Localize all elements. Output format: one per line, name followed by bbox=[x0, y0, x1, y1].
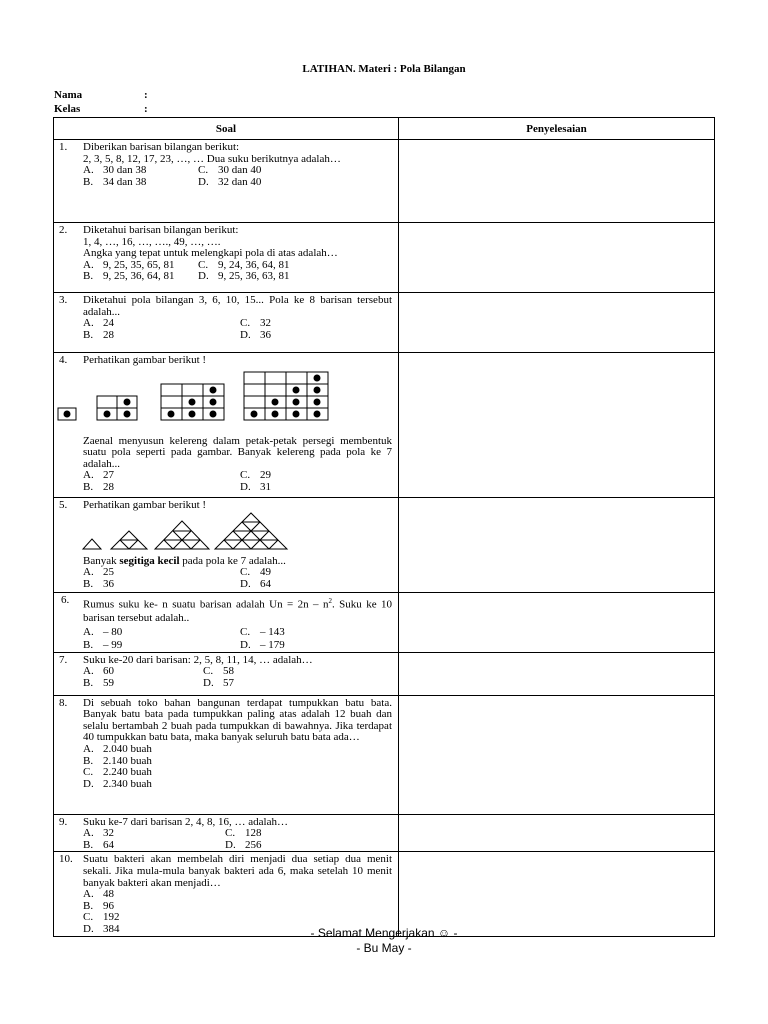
answer-options bbox=[83, 666, 392, 689]
option-a[interactable]: A. 30 dan 38 bbox=[83, 164, 147, 177]
marble-grid-figure bbox=[57, 368, 357, 422]
question-number: 3. bbox=[59, 294, 68, 306]
option-b[interactable]: B. 9, 25, 36, 64, 81 bbox=[83, 270, 175, 283]
option-b[interactable]: B. 36 bbox=[83, 577, 114, 590]
column-header-soal: Soal bbox=[54, 118, 399, 140]
question-7 bbox=[54, 653, 398, 690]
question-text: Diketahui pola bilangan 3, 6, 10, 15... Pola ke 8 barisan tersebut adalah... bbox=[83, 294, 392, 318]
question-table bbox=[53, 117, 715, 937]
option-d[interactable]: D. 2.340 buah bbox=[83, 777, 152, 790]
option-c[interactable]: C. 2.240 buah bbox=[83, 766, 152, 779]
question-row bbox=[54, 695, 715, 814]
option-c[interactable]: C. 30 dan 40 bbox=[198, 164, 262, 177]
option-c[interactable]: C. 58 bbox=[203, 665, 234, 678]
question-text: Perhatikan gambar berikut ! bbox=[83, 354, 207, 366]
question-8 bbox=[54, 696, 398, 791]
option-a[interactable]: A. 24 bbox=[83, 317, 114, 330]
option-d[interactable]: D. 57 bbox=[203, 676, 234, 689]
kelas-label: Kelas bbox=[54, 103, 81, 115]
option-b[interactable]: B. – 99 bbox=[83, 638, 123, 651]
option-b[interactable]: B. 34 dan 38 bbox=[83, 175, 147, 188]
option-d[interactable]: D. 256 bbox=[225, 838, 262, 851]
question-text: Banyak segitiga kecil pada pola ke 7 adalah... bbox=[83, 554, 286, 567]
answer-cell[interactable] bbox=[399, 293, 715, 353]
question-text: Zaenal menyusun kelereng dalam petak-petak persegi membentuk suatu pola seperti pada gambar. Banyak kelereng pada pola ke 7 adalah... bbox=[83, 434, 392, 470]
question-number: 7. bbox=[59, 653, 68, 666]
answer-options bbox=[83, 260, 392, 283]
question-row bbox=[54, 652, 715, 695]
question-5 bbox=[54, 498, 398, 590]
option-d[interactable]: D. 64 bbox=[240, 577, 271, 590]
question-text: Diketahui barisan bilangan berikut: bbox=[83, 224, 239, 236]
option-b[interactable]: B. 28 bbox=[83, 328, 114, 341]
question-number: 4. bbox=[59, 354, 68, 366]
question-4 bbox=[54, 353, 398, 494]
question-row bbox=[54, 223, 715, 293]
option-c[interactable]: C. 32 bbox=[240, 317, 271, 330]
option-b[interactable]: B. 2.140 buah bbox=[83, 754, 152, 767]
answer-cell[interactable] bbox=[399, 814, 715, 852]
answer-cell[interactable] bbox=[399, 652, 715, 695]
option-d[interactable]: D. 384 bbox=[83, 923, 120, 935]
option-a[interactable]: A. 60 bbox=[83, 665, 114, 678]
question-text: Perhatikan gambar berikut ! bbox=[83, 499, 207, 511]
answer-cell[interactable] bbox=[399, 593, 715, 653]
question-2 bbox=[54, 223, 398, 283]
kelas-sep: : bbox=[144, 103, 148, 115]
question-text: Suatu bakteri akan membelah diri menjadi dua setiap dua menit sekali. Jika mula-mula banyak bakteri ada 6, maka setelah 10 menit banyak bakteri akan menjadi… bbox=[83, 853, 392, 889]
nama-sep: : bbox=[144, 89, 148, 101]
question-row bbox=[54, 293, 715, 353]
question-text: Rumus suku ke- n suatu barisan adalah $Un = 2n - n^2$. Suku ke 10 barisan tersebut adalah.. bbox=[83, 597, 392, 624]
answer-options bbox=[83, 318, 392, 341]
answer-cell[interactable] bbox=[399, 695, 715, 814]
question-number: 8. bbox=[59, 696, 68, 709]
option-c[interactable]: C. 128 bbox=[225, 827, 262, 840]
option-d[interactable]: D. 9, 25, 36, 63, 81 bbox=[198, 270, 290, 283]
triangle-pattern-figure bbox=[81, 512, 311, 552]
nama-label: Nama bbox=[54, 89, 83, 101]
answer-cell[interactable] bbox=[399, 223, 715, 293]
question-row bbox=[54, 140, 715, 223]
question-number: 10. bbox=[59, 853, 73, 866]
page-title: LATIHAN. Materi : Pola Bilangan bbox=[302, 63, 466, 75]
option-d[interactable]: D. 31 bbox=[240, 480, 271, 493]
question-row bbox=[54, 498, 715, 593]
question-3 bbox=[54, 293, 398, 341]
option-d[interactable]: D. – 179 bbox=[240, 638, 285, 651]
question-row bbox=[54, 353, 715, 498]
option-b[interactable]: B. 28 bbox=[83, 480, 114, 493]
question-text: Diberikan barisan bilangan berikut: bbox=[83, 141, 240, 153]
answer-cell[interactable] bbox=[399, 852, 715, 936]
answer-options bbox=[83, 828, 392, 851]
answer-cell[interactable] bbox=[399, 353, 715, 498]
answer-cell[interactable] bbox=[399, 140, 715, 223]
question-row bbox=[54, 852, 715, 936]
option-a[interactable]: A. 2.040 buah bbox=[83, 743, 152, 756]
question-row bbox=[54, 593, 715, 653]
option-d[interactable]: D. 36 bbox=[240, 328, 271, 341]
answer-options bbox=[83, 626, 392, 652]
option-a[interactable]: A. 9, 25, 35, 65, 81 bbox=[83, 258, 175, 271]
question-10 bbox=[54, 852, 398, 935]
question-row bbox=[54, 814, 715, 852]
option-b[interactable]: B. 64 bbox=[83, 838, 114, 851]
answer-cell[interactable] bbox=[399, 498, 715, 593]
option-a[interactable]: A. 25 bbox=[83, 566, 114, 579]
author-signature: - Bu May - bbox=[356, 941, 412, 955]
question-text: Di sebuah toko bahan bangunan terdapat tumpukkan batu bata. Banyak batu bata pada tumpukkan paling atas adalah 12 buah dan selalu bertambah 2 buah pada tumpukkan di bawahnya. Jika terdapat 40 tumpukkan batu bata, maka banyak seluruh batu bata ada… bbox=[83, 696, 392, 744]
answer-options bbox=[83, 470, 392, 493]
question-text: Suku ke-20 dari barisan: 2, 5, 8, 11, 14, … adalah… bbox=[83, 653, 313, 666]
question-text: 2, 3, 5, 8, 12, 17, 23, …, … Dua suku berikutnya adalah… bbox=[83, 152, 341, 165]
closing-message: - Selamat Mengerjakan ☺ - bbox=[310, 926, 458, 940]
option-b[interactable]: B. 96 bbox=[83, 899, 114, 912]
question-text: 1, 4, …, 16, …, …., 49, …, …. bbox=[83, 235, 221, 248]
question-9 bbox=[54, 815, 398, 852]
option-c[interactable]: C. 9, 24, 36, 64, 81 bbox=[198, 258, 290, 271]
option-c[interactable]: C. 192 bbox=[83, 911, 120, 924]
option-d[interactable]: D. 32 dan 40 bbox=[198, 175, 262, 188]
option-a[interactable]: A. 48 bbox=[83, 888, 114, 901]
answer-options bbox=[83, 567, 392, 590]
option-c[interactable]: C. 29 bbox=[240, 469, 271, 482]
question-number: 1. bbox=[59, 141, 68, 153]
option-a[interactable]: A. 27 bbox=[83, 469, 114, 482]
answer-options bbox=[83, 165, 392, 188]
question-text: Suku ke-7 dari barisan 2, 4, 8, 16, … adalah… bbox=[83, 815, 288, 828]
question-6 bbox=[54, 593, 398, 652]
option-a[interactable]: A. – 80 bbox=[83, 625, 123, 638]
question-number: 2. bbox=[59, 224, 68, 236]
option-c[interactable]: C. 49 bbox=[240, 566, 271, 579]
nama-field bbox=[54, 89, 148, 101]
question-number: 5. bbox=[59, 499, 68, 511]
question-1 bbox=[54, 140, 398, 188]
column-header-penyelesaian: Penyelesaian bbox=[399, 118, 715, 140]
option-b[interactable]: B. 59 bbox=[83, 676, 114, 689]
option-c[interactable]: C. – 143 bbox=[240, 625, 285, 638]
question-text: Angka yang tepat untuk melengkapi pola di atas adalah… bbox=[83, 247, 338, 260]
kelas-field bbox=[54, 103, 148, 115]
question-number: 9. bbox=[59, 815, 68, 828]
question-number: 6. bbox=[61, 594, 70, 606]
option-a[interactable]: A. 32 bbox=[83, 827, 114, 840]
